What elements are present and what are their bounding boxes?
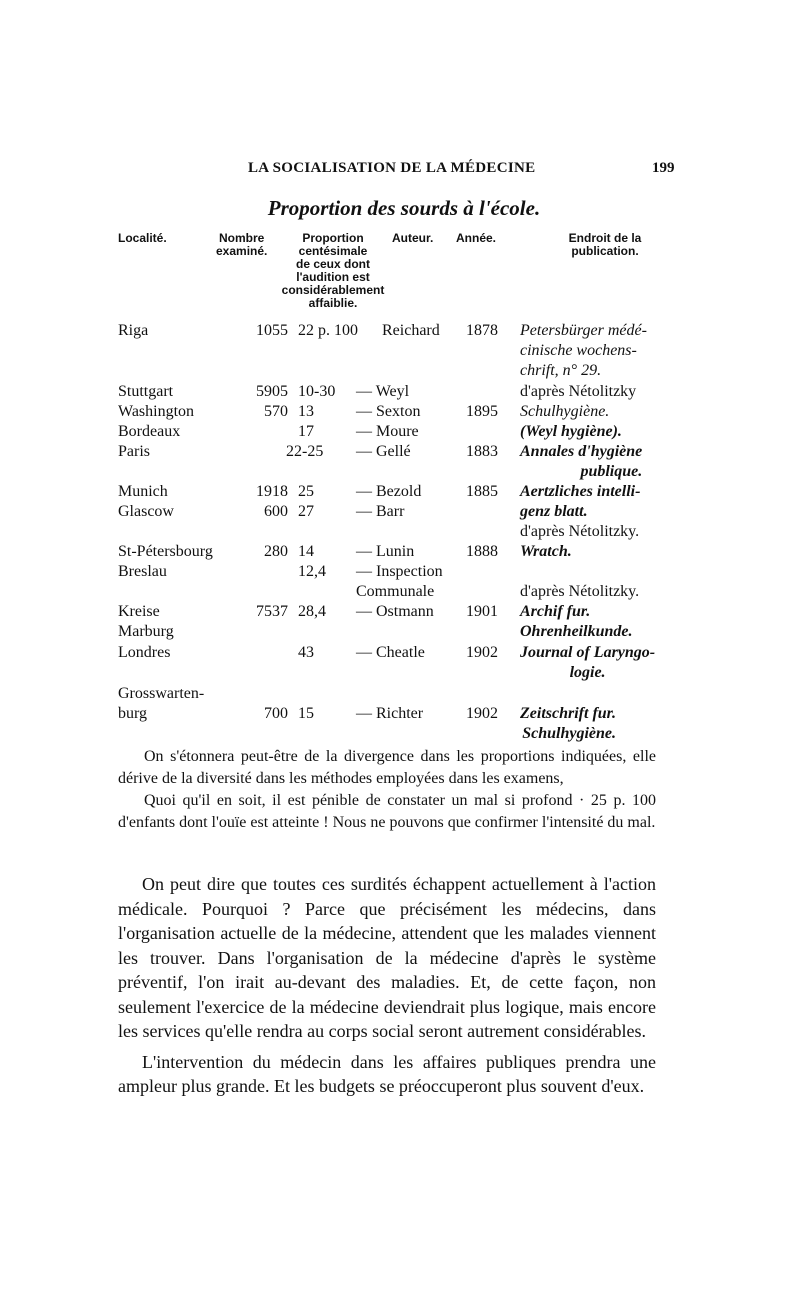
cell-proportion: 12,4 <box>298 563 326 580</box>
cell-localite: Kreise Marburg <box>118 603 174 640</box>
cell-auteur: — Cheatle <box>356 644 425 661</box>
cell-proportion: 27 <box>298 503 314 520</box>
cell-proportion: 13 <box>298 403 314 420</box>
cell-annee: 1895 <box>466 403 498 420</box>
cell-localite: Washington <box>118 403 195 420</box>
cell-proportion: 28,4 <box>298 603 326 620</box>
cell-proportion: 15 <box>298 705 314 722</box>
cell-publication: d'après Nétolitzky. <box>520 583 640 600</box>
cell-localite: Bordeaux <box>118 423 181 440</box>
cell-annee: 1883 <box>466 443 498 460</box>
cell-nombre: 5905 <box>256 383 288 400</box>
cell-proportion: 22-25 <box>286 443 324 460</box>
cell-publication: Annales d'hygiène publique. <box>520 443 643 480</box>
cell-localite: St-Pétersbourg <box>118 543 213 560</box>
cell-auteur: — Barr <box>356 503 405 520</box>
cell-localite: Munich <box>118 483 168 500</box>
cell-publication: d'après Nétolitzky. <box>520 523 640 540</box>
cell-localite: Grosswarten- burg <box>118 685 205 722</box>
table-title: Proportion des sourds à l'école. <box>267 196 541 220</box>
cell-nombre: 1918 <box>256 483 288 500</box>
cell-publication: Archif fur. Ohrenheilkunde. <box>520 603 633 640</box>
column-header-endroit: Endroit de la publication. <box>568 231 642 258</box>
table-notes <box>118 746 656 834</box>
cell-nombre: 600 <box>264 503 288 520</box>
cell-auteur: — Sexton <box>356 403 421 420</box>
cell-publication: Wratch. <box>520 543 572 560</box>
note-paragraph: On s'étonnera peut-être de la divergence dans les proportions indiquées, elle dérive de la diversité dans les méthodes employées dans les examens, <box>118 748 656 787</box>
column-header-localite: Localité. <box>118 231 167 245</box>
cell-annee: 1902 <box>466 705 498 722</box>
cell-proportion: 25 <box>298 483 314 500</box>
cell-auteur: — Lunin <box>356 543 415 560</box>
body-paragraph: L'intervention du médecin dans les affaires publiques prendra une ampleur plus grande. Et les budgets se préoccuperont plus souvent d'eux. <box>118 1051 656 1096</box>
cell-localite: Riga <box>118 322 149 339</box>
page-number: 199 <box>652 160 675 176</box>
cell-annee: 1878 <box>466 322 498 339</box>
cell-nombre: 700 <box>264 705 288 722</box>
column-header-annee: Année. <box>456 231 497 245</box>
cell-publication: Schulhygiène. <box>520 403 610 420</box>
column-header-proportion: Proportion centésimale de ceux dont l'audition est considérablement affaiblie. <box>281 231 385 310</box>
body-paragraph: On peut dire que toutes ces surdités échappent actuellement à l'action médicale. Pourquoi ? Parce que précisément les médecins, dans l'organisation actuelle de la médecine, attendent que les malades viennent les trouver. Dans l'organisation de la médecine d'après le système préventif, l'on irait au-devant des maladies. Et, de cette façon, non seulement l'exercice de la médecine deviendrait plus logique, mais encore les services qu'elle rendra au corps social seront autrement considérables. <box>118 874 656 1041</box>
cell-auteur: Reichard <box>382 322 440 339</box>
cell-nombre: 280 <box>264 543 288 560</box>
cell-publication: d'après Nétolitzky <box>520 383 637 400</box>
cell-auteur: — Gellé <box>356 443 411 460</box>
cell-annee: 1888 <box>466 543 498 560</box>
column-header-auteur: Auteur. <box>392 231 434 245</box>
cell-proportion: 10-30 <box>298 383 336 400</box>
cell-localite: Stuttgart <box>118 383 174 400</box>
cell-annee: 1885 <box>466 483 498 500</box>
cell-auteur: — Richter <box>356 705 424 722</box>
cell-auteur: — Moure <box>356 423 419 440</box>
cell-auteur: — Ostmann <box>356 603 434 620</box>
running-title: LA SOCIALISATION DE LA MÉDECINE <box>248 160 536 176</box>
cell-auteur: — Bezold <box>356 483 422 500</box>
cell-proportion: 22 p. 100 <box>298 322 358 339</box>
cell-annee: 1902 <box>466 644 498 661</box>
cell-proportion: 43 <box>298 644 314 661</box>
column-header-nombre: Nombre examiné. <box>216 231 268 258</box>
cell-publication: Petersbürger médé- cinische wochens- chrift, n° 29. <box>520 322 647 379</box>
cell-publication: (Weyl hygiène). <box>520 423 622 440</box>
cell-publication: Aertzliches intelli- genz blatt. <box>520 483 641 520</box>
cell-proportion: 17 <box>298 423 314 440</box>
cell-localite: Londres <box>118 644 171 661</box>
note-paragraph: Quoi qu'il en soit, il est pénible de constater un mal si profond · 25 p. 100 d'enfants dont l'ouïe est atteinte ! Nous ne pouvons que confirmer l'intensité du mal. <box>118 792 656 831</box>
cell-annee: 1901 <box>466 603 498 620</box>
body-text <box>118 872 656 1105</box>
cell-nombre: 1055 <box>256 322 288 339</box>
cell-localite: Glascow <box>118 503 174 520</box>
cell-localite: Paris <box>118 443 150 460</box>
cell-auteur: — Weyl <box>356 383 410 400</box>
cell-proportion: 14 <box>298 543 314 560</box>
cell-auteur: — Inspection Communale <box>356 563 443 600</box>
cell-nombre: 570 <box>264 403 288 420</box>
cell-publication: Zeitschrift fur. Schulhygiène. <box>520 705 617 742</box>
cell-nombre: 7537 <box>256 603 288 620</box>
cell-localite: Breslau <box>118 563 167 580</box>
cell-publication: Journal of Laryngo- logie. <box>520 644 656 681</box>
